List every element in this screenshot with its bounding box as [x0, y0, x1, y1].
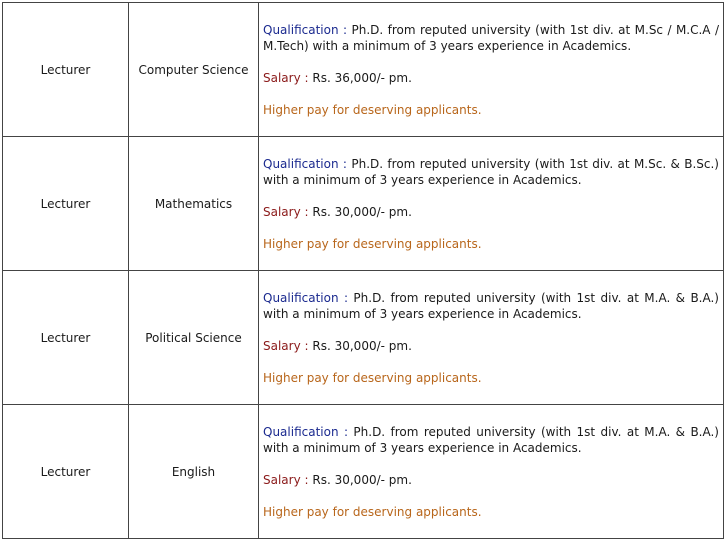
table-row	[3, 405, 724, 539]
qualification-text	[263, 424, 719, 456]
post-cell: Lecturer	[3, 405, 129, 539]
table-row	[3, 271, 724, 405]
table-row	[3, 137, 724, 271]
salary-value: Rs. 36,000/- pm.	[308, 70, 412, 85]
qualification-label: Qualification :	[263, 290, 349, 305]
salary-text	[263, 338, 719, 354]
qualification-value: Ph.D. from reputed university (with 1st div. at M.A. & B.A.) with a minimum of 3 years experience in Academics.	[263, 424, 719, 455]
higher-pay-note: Higher pay for deserving applicants.	[263, 102, 482, 117]
qualification-label: Qualification :	[263, 156, 347, 171]
details-cell	[259, 405, 724, 539]
higher-pay-note: Higher pay for deserving applicants.	[263, 504, 482, 519]
higher-pay-note: Higher pay for deserving applicants.	[263, 370, 482, 385]
department-cell: Political Science	[129, 271, 259, 405]
qualification-text	[263, 22, 719, 54]
salary-value: Rs. 30,000/- pm.	[308, 472, 412, 487]
higher-pay-note: Higher pay for deserving applicants.	[263, 236, 482, 251]
qualification-value: Ph.D. from reputed university (with 1st div. at M.Sc. & B.Sc.) with a minimum of 3 years experience in Academics.	[263, 156, 719, 187]
details-cell	[259, 3, 724, 137]
qualification-value: Ph.D. from reputed university (with 1st div. at M.Sc / M.C.A / M.Tech) with a minimum of 3 years experience in Academics.	[263, 22, 719, 53]
details-cell	[259, 137, 724, 271]
post-cell: Lecturer	[3, 3, 129, 137]
qualification-label: Qualification :	[263, 22, 348, 37]
department-cell: English	[129, 405, 259, 539]
salary-text	[263, 204, 719, 220]
salary-value: Rs. 30,000/- pm.	[308, 204, 412, 219]
post-cell: Lecturer	[3, 137, 129, 271]
details-cell	[259, 271, 724, 405]
salary-label: Salary :	[263, 338, 309, 353]
qualification-text	[263, 156, 719, 188]
salary-text	[263, 70, 719, 86]
qualification-label: Qualification :	[263, 424, 349, 439]
qualification-text	[263, 290, 719, 322]
salary-value: Rs. 30,000/- pm.	[308, 338, 412, 353]
salary-text	[263, 472, 719, 488]
table-row	[3, 3, 724, 137]
salary-label: Salary :	[263, 204, 309, 219]
department-cell: Mathematics	[129, 137, 259, 271]
qualification-value: Ph.D. from reputed university (with 1st div. at M.A. & B.A.) with a minimum of 3 years experience in Academics.	[263, 290, 719, 321]
post-cell: Lecturer	[3, 271, 129, 405]
department-cell: Computer Science	[129, 3, 259, 137]
salary-label: Salary :	[263, 472, 309, 487]
salary-label: Salary :	[263, 70, 309, 85]
vacancy-table	[2, 2, 724, 539]
